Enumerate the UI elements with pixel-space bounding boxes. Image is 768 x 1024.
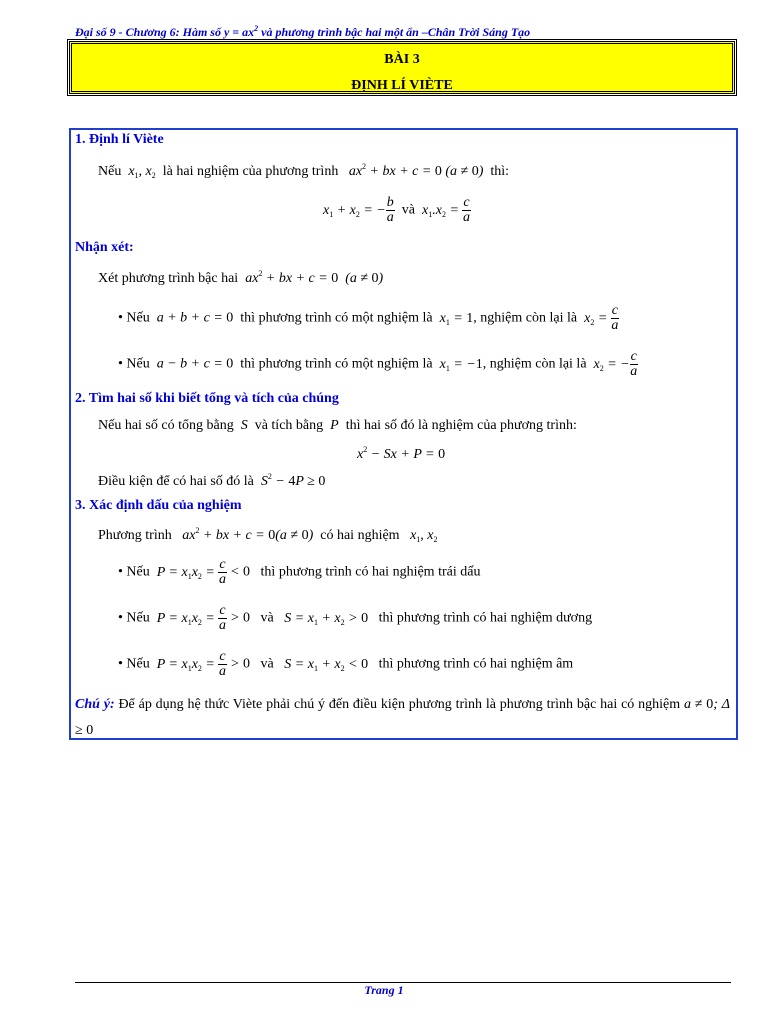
lesson-title-box xyxy=(69,41,735,94)
lesson-number: BÀI 3 xyxy=(384,52,420,67)
sign-case-positive: • Nếu $P = x_1x_2$ = $\frac{c}{a}$ > 0 và $S = x_1 + x_2 > 0$ thì phương trình có hai nghiệm dương xyxy=(118,603,593,633)
existence-condition: Điều kiện để có hai số đó là $S^2 - 4P \ge 0$ xyxy=(98,472,326,489)
sign-case-opposite: • Nếu $P = x_1x_2$ = $\frac{c}{a}$ < 0 thì phương trình có hai nghiệm trái dấu xyxy=(118,557,481,587)
sign-intro: Phương trình $ax^2$ + bx + c = 0(a ≠ 0) có hai nghiệm $x_1$, $x_2$ xyxy=(98,526,438,544)
remark-heading: Nhận xét: xyxy=(75,240,134,255)
note-paragraph: Chú ý: Để áp dụng hệ thức Viète phải chú ý đến điều kiện phương trình là phương trình bậc hai có nghiệm a ≠ 0; Δ ≥ 0 xyxy=(75,697,730,738)
section2-heading: 2. Tìm hai số khi biết tổng và tích của chúng xyxy=(75,391,339,406)
remark-intro: Xét phương trình bậc hai $ax^2$ + bx + c = 0 (a ≠ 0) xyxy=(98,269,384,286)
lesson-title: ĐỊNH LÍ VIÈTE xyxy=(351,78,453,93)
running-header: Đại số 9 - Chương 6: Hàm số $y = ax^2$ và phương trình bậc hai một ẩn –Chân Trời Sáng Tạo xyxy=(75,24,531,39)
section3-heading: 3. Xác định dấu của nghiệm xyxy=(75,498,242,513)
remark-bullet-2: • Nếu a − b + c = 0 thì phương trình có một nghiệm là $x_1 = -1$, nghiệm còn lại là $x_2$ = − $\frac{c}{a}$ xyxy=(118,349,638,379)
sign-case-negative: • Nếu $P = x_1x_2$ = $\frac{c}{a}$ > 0 và $S = x_1 + x_2 < 0$ thì phương trình có hai nghiệm âm xyxy=(118,649,574,679)
page-number: Trang 1 xyxy=(364,983,404,997)
sum-product-equation: $x^2 - Sx + P = 0$ xyxy=(357,445,446,462)
viete-formulas: $x_1 + x_2$ = − $\frac{b}{a}$ và $x_1.x_2$ = $\frac{c}{a}$ xyxy=(323,195,471,225)
sum-product-statement: Nếu hai số có tổng bằng S và tích bằng P thì hai số đó là nghiệm của phương trình: xyxy=(98,418,577,433)
theorem-statement: Nếu $x_1$, $x_2$ là hai nghiệm của phương trình $ax^2$ + bx + c = 0 (a ≠ 0) thì: xyxy=(98,162,510,180)
section1-heading: 1. Định lí Viète xyxy=(75,132,164,147)
note-label: Chú ý: xyxy=(75,697,115,712)
remark-bullet-1: • Nếu a + b + c = 0 thì phương trình có một nghiệm là $x_1 = 1$, nghiệm còn lại là $x_2$ = $\frac{c}{a}$ xyxy=(118,303,619,333)
